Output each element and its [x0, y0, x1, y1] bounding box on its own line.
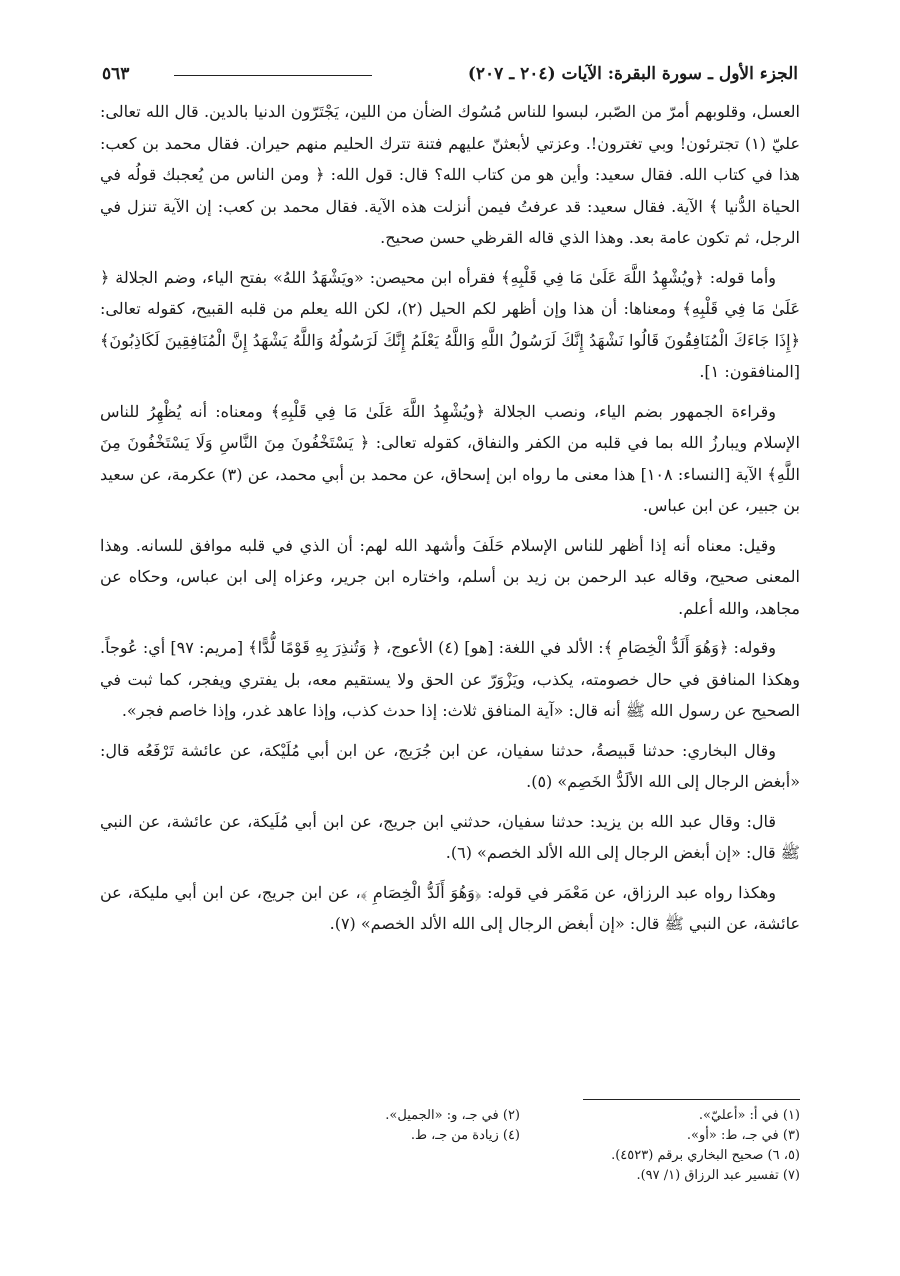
- paragraph: قال: وقال عبد الله بن يزيد: حدثنا سفيان، حدثني ابن جريج، عن ابن أبي مُلَيكة، عن عائشة، عن النبي ﷺ قال: «إن أبغض الرجال إلى الله الألد الخصم» (٦).: [100, 811, 800, 862]
- paragraph: وهكذا رواه عبد الرزاق، عن مَعْمَر في قوله: ﴿وَهُوَ أَلَدُّ الْخِصَامِ ﴾، عن ابن جريج، عن ابن أبي مليكة، عن عائشة، عن النبي ﷺ قال: «إن أبغض الرجال إلى الله الألد الخصم» (٧).: [100, 882, 800, 933]
- footnote: (٣) في جـ، ط: «أو».: [686, 1128, 800, 1143]
- paragraph: وقال البخاري: حدثنا قَبيصةُ، حدثنا سفيان، عن ابن جُرَيج، عن ابن أبي مُلَيْكة، عن عائشة تَرْفَعُه قال: «أبغض الرجال إلى الله الألَدُّ الخَصِم» (٥).: [100, 740, 800, 791]
- body-text: [100, 96, 800, 948]
- paragraph: وقيل: معناه أنه إذا أظهر للناس الإسلام حَلَفَ وأشهد الله لهم: أن الذي في قلبه موافق للسانه. وهذا المعنى صحيح، وقاله عبد الرحمن بن زيد بن أسلم، واختاره ابن جرير، وعزاه إلى ابن عباس، وحكاه عن مجاهد، والله أعلم.: [100, 535, 800, 618]
- header-rule: [174, 75, 372, 76]
- footnote-separator: [583, 1099, 800, 1100]
- footnote: (٧) تفسير عبد الرزاق (١/ ٩٧).: [636, 1168, 800, 1183]
- paragraph: وقراءة الجمهور بضم الياء، ونصب الجلالة ﴿ويُشْهِدُ اللَّهَ عَلَىٰ مَا فِي قَلْبِهِ﴾ ومعناه: أنه يُظْهِرُ للناس الإسلام ويبارزُ الله بما في قلبه من الكفر والنفاق، كقوله تعالى: ﴿ يَسْتَخْفُونَ مِنَ النَّاسِ وَلَا يَسْتَخْفُونَ مِنَ اللَّهِ﴾ الآية [النساء: ١٠٨] هذا معنى ما رواه ابن إسحاق، عن محمد بن أبي محمد، عن (٣) عكرمة، عن سعيد بن جبير، عن ابن عباس.: [100, 401, 800, 515]
- footnote: (١) في أ: «أعليّ».: [698, 1108, 800, 1123]
- paragraph: وقوله: ﴿وَهُوَ أَلَدُّ الْخِصَامِ ﴾: الألد في اللغة: [هو] (٤) الأعوج، ﴿ وَتُنذِرَ بِهِ قَوْمًا لُّدًّا﴾ [مريم: ٩٧] أي: عُوجاً. وهكذا المنافق في حال خصومته، يكذب، ويَزْوَرّ عن الحق ولا يستقيم معه، بل يفتري ويفجر، كما ثبت في الصحيح عن رسول الله ﷺ أنه قال: «آية المنافق ثلاث: إذا حدث كذب، وإذا عاهد غدر، وإذا خاصم فجر».: [100, 638, 801, 720]
- page-number: ٥٦٣: [102, 64, 130, 84]
- footnote: (٢) في جـ، و: «الجميل».: [385, 1108, 520, 1123]
- paragraph: وأما قوله: ﴿ويُشْهِدُ اللَّهَ عَلَىٰ مَا فِي قَلْبِهِ﴾ فقرأه ابن محيصن: «ويَشْهَدُ اللهُ» بفتح الياء، وضم الجلالة ﴿ عَلَىٰ مَا فِي قَلْبِهِ﴾ ومعناها: أن هذا وإن أظهر لكم الحيل (٢)، لكن الله يعلم من قلبه القبيح، كقوله تعالى: ﴿إِذَا جَاءَكَ الْمُنَافِقُونَ قَالُوا نَشْهَدُ إِنَّكَ لَرَسُولُ اللَّهِ وَاللَّهُ يَعْلَمُ إِنَّكَ لَرَسُولُهُ وَاللَّهُ يَشْهَدُ إِنَّ الْمُنَافِقِينَ لَكَاذِبُونَ﴾ [المنافقون: ١].: [100, 267, 800, 381]
- footnotes: [100, 1106, 800, 1186]
- footnote: (٤) زيادة من جـ، ط.: [410, 1128, 520, 1143]
- chapter-title: الجزء الأول ـ سورة البقرة: الآيات (٢٠٤ ـ ٢٠٧): [467, 64, 798, 84]
- running-header: [102, 62, 798, 88]
- paragraph: العسل، وقلوبهم أمرّ من الصّبر، لبسوا للناس مُسُوك الضأن من اللين، يَجْتَرّون الدنيا بالدين. قال الله تعالى: عليّ (١) تجترئون! وبي تغترون!. وعزتي لأبعثنّ عليهم فتنة تترك الحليم منهم حيران. فقال محمد بن كعب: هذا في كتاب الله. فقال سعيد: وأين هو من كتاب الله؟ قال: قول الله: ﴿ ومن الناس من يُعجبك قولُه في الحياة الدُّنيا ﴾ الآية. فقال سعيد: قد عرفتُ فيمن أنزلت هذه الآية. فقال محمد بن كعب: إن الآية تنزل في الرجل، ثم تكون عامة بعد. وهذا الذي قاله القرظي حسن صحيح.: [100, 102, 800, 247]
- footnote: (٥، ٦) صحيح البخاري برقم (٤٥٢٣).: [611, 1148, 800, 1163]
